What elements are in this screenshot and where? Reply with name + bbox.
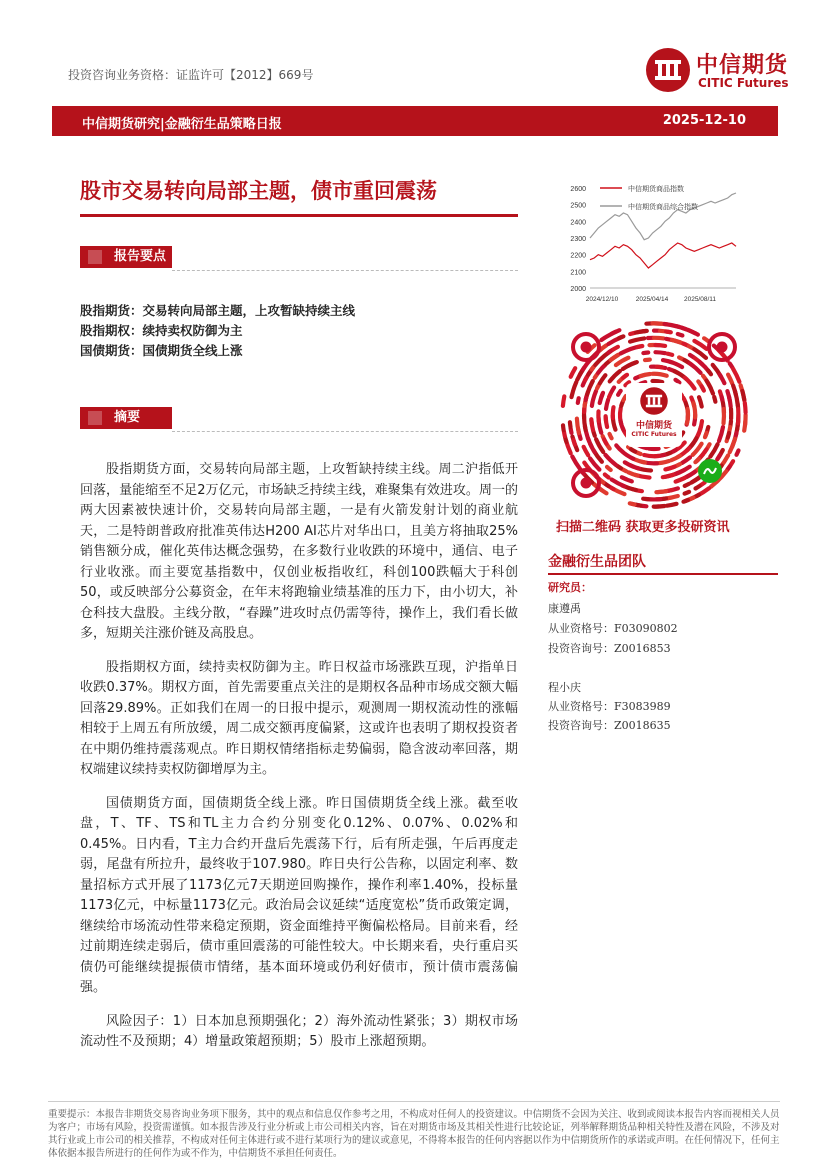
qr-module (610, 434, 612, 438)
analyst-1-consult-id: 投资咨询号：Z0016853 (548, 642, 671, 655)
key-point-bond-futures: 国债期货：国债期货全线上涨 (80, 343, 243, 358)
report-header-bar (52, 106, 778, 136)
qr-module (587, 381, 593, 394)
y-tick-label: 2000 (570, 286, 586, 293)
qr-module (642, 331, 647, 332)
qr-module (656, 491, 666, 492)
qr-module (742, 391, 744, 401)
y-tick-label: 2500 (570, 202, 586, 210)
report-date: 2025-12-10 (662, 113, 746, 128)
qr-module (694, 332, 698, 334)
qr-module (613, 407, 614, 412)
qr-module (630, 338, 644, 341)
qr-module (653, 374, 667, 376)
qr-module (605, 475, 609, 478)
logo-main-text: 中信期货 (696, 53, 789, 78)
analyst-1-name: 康遵禹 (548, 602, 581, 615)
researcher-label: 研究员： (548, 581, 592, 594)
qr-module (612, 332, 616, 334)
legend-label: 中信期货商品指数 (628, 186, 684, 193)
qr-module (699, 397, 702, 406)
summary-divider (172, 431, 518, 432)
qr-caption: 扫描二维码 获取更多投研资讯 (556, 520, 730, 535)
qr-finder-dot (717, 342, 728, 353)
qr-module (591, 419, 592, 424)
qr-module (704, 338, 708, 341)
qr-module (663, 476, 668, 477)
qr-module (708, 371, 711, 375)
qr-module (607, 467, 611, 470)
paragraph-stock-options: 股指期权方面，续持卖权防御为主。昨日权益市场涨跌互现，沪指单日收跌0.37%。期权方面，首先需要重点关注的是期权各品种市场成交额大幅回落29.89%。正如我们在周一的日报中提示，观测周一期权流动性的涨幅相较于上周五有所放缓，周二成交额再度偏紧，这或许也表明了期权投资者在中期仍维持震荡观点。昨日期权情绪指标走势偏弱，隐含波动率回落，期权端建议续持卖权防御增厚为主。 (80, 659, 518, 777)
qr-module (694, 341, 706, 349)
qr-module (601, 393, 603, 397)
paragraph-risk-factors: 风险因子：1）日本加息预期强化；2）海外流动性紧张；3）期权市场流动性不及预期；4）增量政策超预期；5）股市上涨超预期。 (80, 1013, 518, 1049)
qr-module (612, 388, 615, 392)
qr-module (563, 425, 564, 430)
qr-module (745, 403, 746, 413)
series-line (590, 243, 736, 268)
qr-module (622, 477, 626, 479)
key-points-label: 报告要点 (80, 246, 172, 268)
qr-module (641, 374, 650, 376)
key-point-stock-options: 股指期权：续持卖权防御为主 (80, 323, 243, 338)
analyst-1-qualification: 从业资格号：F03090802 (548, 622, 678, 635)
team-title: 金融衍生品团队 (548, 554, 646, 570)
qr-module (682, 457, 690, 463)
qr-module (696, 486, 700, 489)
qr-module (645, 360, 650, 361)
qr-module (710, 444, 717, 456)
qr-module (702, 386, 704, 390)
qr-module (685, 484, 689, 486)
qr-module (720, 375, 725, 384)
qr-module (684, 500, 689, 502)
qr-module (612, 480, 625, 487)
series-line (590, 193, 736, 240)
qr-module (744, 421, 745, 431)
legend-label: 中信期货商品综合指数 (628, 204, 698, 211)
qr-finder-dot (581, 342, 592, 353)
report-series-name: 中信期货研究|金融衍生品策略日报 (82, 117, 282, 132)
analyst-2-name: 程小庆 (548, 681, 581, 694)
qr-module (667, 504, 677, 506)
qr-module (616, 358, 629, 365)
analyst-2-qualification: 从业资格号：F3083989 (548, 700, 671, 713)
analyst-2-consult-id: 投资咨询号：Z0018635 (548, 719, 671, 732)
qr-logo-main: 中信期货 (635, 421, 672, 431)
y-tick-label: 2600 (570, 186, 586, 193)
qr-module (616, 445, 623, 452)
y-tick-label: 2300 (570, 236, 586, 243)
qr-module (623, 375, 627, 378)
qr-module (678, 334, 683, 336)
qr-module (657, 367, 662, 368)
qr-module (705, 433, 707, 437)
qr-module (611, 355, 619, 360)
qr-module (690, 363, 701, 373)
paragraph-stock-futures: 股指期货方面，交易转向局部主题，上攻暂缺持续主线。周二沪指低开回落，量能缩至不足2万亿元，市场缺乏持续主线，难聚集有效进攻。周一的两大因素被快速计价，交易转向局部主题，一是有火箭发射计划的商业航天，二是特朗普政府批准英伟达H200 AI芯片对华出口，且美方将抽取25%销售额分成，催化英伟达概念强势，在多数行业收跌的环境中，通信、电子行业收涨。而主要宽基指数中，仅创业板指收红，科创100跌幅大于科创50，或反映部分公募资金，在年末将跑输业绩基准的压力下，由小切大，补仓科技大盘股。主线分散，“春躁”进攻时点仍需等待，操作上，我们看长做多，短期关注涨价链及高股息。 (80, 462, 518, 641)
qr-module (730, 439, 735, 452)
qr-module (578, 398, 579, 403)
qr-module (638, 346, 643, 347)
qr-module (593, 391, 596, 400)
qr-module (606, 400, 608, 409)
qr-module (707, 381, 714, 394)
qr-module (573, 440, 575, 445)
qr-module (614, 347, 618, 349)
qr-module (596, 439, 603, 452)
qr-module (656, 345, 666, 346)
qr-module (577, 419, 579, 433)
qr-module (694, 403, 696, 417)
qr-module (604, 439, 606, 443)
qr-module (666, 332, 671, 333)
qr-module (631, 449, 635, 451)
qr-module (695, 459, 699, 462)
qr-module (665, 467, 674, 470)
qr-module (714, 397, 715, 402)
qr-logo-sub: CITIC Futures (631, 431, 677, 438)
qr-module (654, 338, 664, 339)
qr-module (644, 455, 658, 456)
qr-module (719, 427, 723, 441)
qr-module (669, 361, 682, 367)
qr-module (571, 368, 576, 377)
summary-label: 摘要 (80, 407, 172, 429)
qr-module (733, 369, 739, 382)
commodity-index-chart (560, 180, 744, 308)
qr-module (685, 492, 690, 494)
qr-module (676, 478, 685, 482)
key-point-stock-futures: 股指期货：交易转向局部主题，上攻暂缺持续主线 (80, 303, 356, 318)
license-text: 投资咨询业务资格：证监许可【2012】669号 (68, 68, 314, 82)
title-underline (80, 214, 518, 217)
qr-module (685, 378, 695, 389)
qr-module (619, 336, 624, 338)
x-tick-label: 2024/12/10 (585, 296, 619, 303)
qr-module (573, 382, 576, 391)
x-tick-label: 2025/08/11 (683, 296, 717, 303)
qr-module (630, 503, 635, 504)
qr-finder-dot (581, 478, 592, 489)
qr-module (656, 352, 666, 353)
qr-module (605, 455, 616, 465)
qr-module (729, 397, 731, 407)
y-tick-label: 2100 (570, 269, 586, 277)
paragraph-bond-futures: 国债期货方面，国债期货全线上涨。昨日国债期货全线上涨。截至收盘，T、TF、TS和TL主力合约分别变化0.12%、0.07%、0.02%和0.45%。日内看，T主力合约开盘后先震荡下行，后有所走强，午后再度走弱，尾盘有所拉升，最终收于107.980。昨日央行公告称，以固定利率、数量招标方式开展了1173亿元7天期逆回购操作，操作利率1.40%，投标量1173亿元，中标量1173亿元。政治局会议延续“适度宽松”货币政策定调，继续给市场流动性带来稳定预期，资金面维持平衡偏松格局。目前来看，经过前期连续走弱后，债市重回震荡的可能性较大。中长期来看，央行重启买债仍可能继续提振债市情绪，基本面环境或仍利好债市，预计债市震荡偏强。 (80, 795, 518, 995)
qr-module (728, 375, 732, 384)
citic-logo-icon (644, 46, 692, 94)
qr-module (687, 409, 688, 424)
qr-module (728, 433, 729, 438)
disclaimer-text: 重要提示：本报告非期货交易咨询业务项下服务，其中的观点和信息仅作参考之用，不构成对任何人的投资建议。中信期货不会因为关注、收到或阅读本报告内容而视相关人员为客户；市场有风险，投资需谨慎。如本报告涉及行业分析或上市公司相关内容，旨在对期货市场及其相关性进行比较论证，列举解释期货品种相关特性及潜在风险，不涉及对其行业或上市公司的相关推荐，不构成对任何主体进行或不进行某项行为的建议或意见，不得将本报告的任何内容据以作为中信期货所作的承诺或声明。在任何情况下，任何主体依据本报告所进行的任何作为或不作为，中信期货不承担任何责任。 (48, 1109, 780, 1159)
logo-sub-text: CITIC Futures (698, 76, 789, 90)
qr-module (584, 447, 589, 456)
qr-module (671, 456, 680, 460)
qr-module (668, 354, 673, 355)
qr-module (653, 381, 663, 382)
qr-module (737, 450, 739, 454)
qr-module (625, 462, 634, 466)
key-points-divider (172, 270, 518, 271)
chart-svg (560, 180, 744, 308)
y-tick-label: 2400 (570, 219, 586, 227)
disclaimer-divider (48, 1101, 780, 1102)
y-tick-label: 2200 (570, 252, 586, 260)
qr-module (572, 457, 580, 469)
qr-module (570, 422, 571, 427)
x-tick-label: 2025/04/14 (635, 296, 669, 303)
qr-module (618, 391, 621, 395)
qr-module (620, 408, 621, 418)
qr-module (717, 455, 720, 459)
report-title: 股市交易转向局部主题，债市重回震荡 (80, 179, 437, 203)
qr-module (628, 472, 637, 475)
qr-code[interactable] (556, 317, 752, 513)
qr-module (691, 478, 699, 483)
team-underline (548, 573, 778, 575)
qr-module (628, 362, 637, 366)
qr-citic-logo-icon (639, 386, 669, 416)
company-logo (644, 46, 804, 96)
qr-module (722, 354, 725, 358)
qr-center-badge (626, 383, 682, 447)
qr-module (643, 499, 648, 500)
qr-module (563, 396, 564, 406)
summary-body (80, 460, 518, 1066)
qr-module (643, 353, 648, 354)
qr-module (600, 375, 606, 383)
